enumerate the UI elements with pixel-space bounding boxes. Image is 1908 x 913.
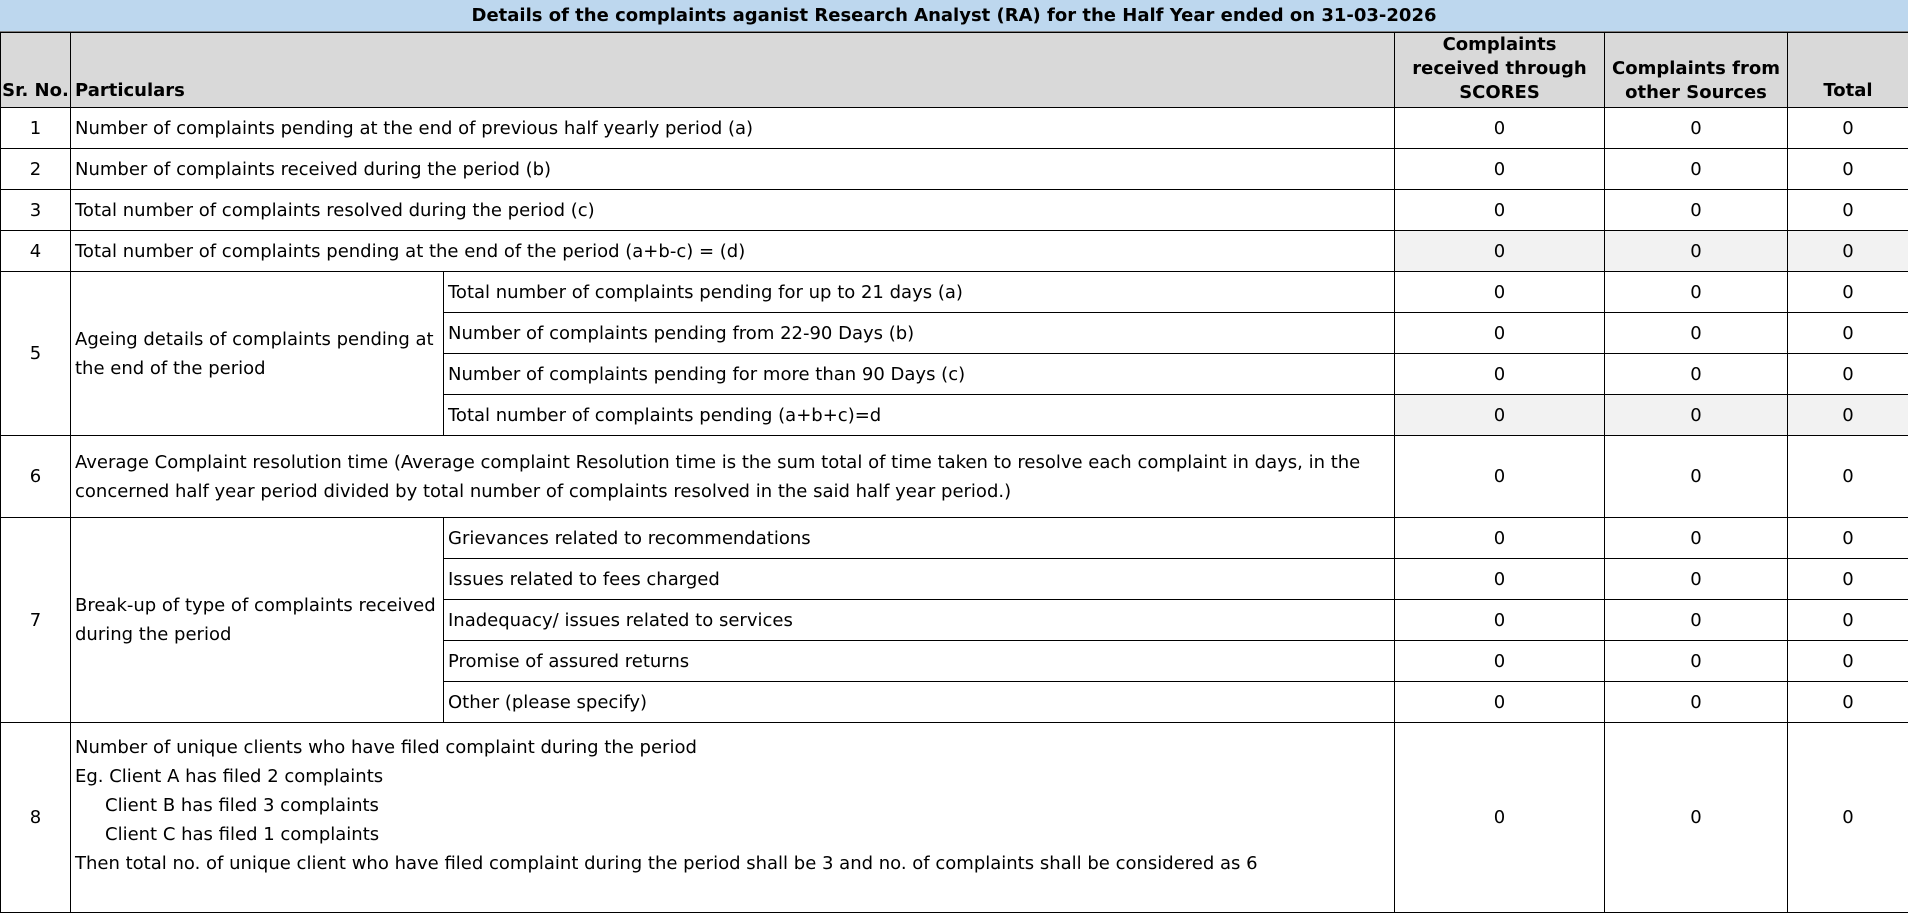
other-sources-cell[interactable]: 0 [1605,723,1788,913]
other-sources-cell[interactable]: 0 [1605,231,1788,272]
unique-clients-line: Client B has filed 3 complaints [75,791,1390,820]
scores-cell[interactable]: 0 [1395,559,1605,600]
total-cell[interactable]: 0 [1788,108,1908,149]
table-row [1,190,1908,231]
particulars-cell[interactable]: Average Complaint resolution time (Average complaint Resolution time is the sum total of time taken to resolve each complaint in days, in the concerned half year period divided by total number of complaints resolved in the said half year period.) [71,436,1395,518]
scores-cell[interactable]: 0 [1395,723,1605,913]
total-cell[interactable]: 0 [1788,313,1908,354]
ageing-label-cell[interactable]: Ageing details of complaints pending at the end of the period [71,272,444,436]
other-sources-cell[interactable]: 0 [1605,313,1788,354]
other-sources-cell[interactable]: 0 [1605,600,1788,641]
unique-clients-line: Then total no. of unique client who have filed complaint during the period shall be 3 and no. of complaints shall be considered as 6 [75,849,1390,878]
scores-cell[interactable]: 0 [1395,600,1605,641]
total-cell[interactable]: 0 [1788,149,1908,190]
total-cell[interactable]: 0 [1788,354,1908,395]
scores-cell[interactable]: 0 [1395,272,1605,313]
other-sources-cell[interactable]: 0 [1605,436,1788,518]
sr-no-cell[interactable]: 3 [1,190,71,231]
scores-cell[interactable]: 0 [1395,518,1605,559]
other-sources-cell[interactable]: 0 [1605,108,1788,149]
scores-cell[interactable]: 0 [1395,231,1605,272]
particulars-cell[interactable]: Number of complaints received during the period (b) [71,149,1395,190]
header-particulars[interactable]: Particulars [71,33,1395,108]
header-sr-no[interactable]: Sr. No. [1,33,71,108]
total-cell[interactable]: 0 [1788,559,1908,600]
total-cell[interactable]: 0 [1788,600,1908,641]
total-cell[interactable]: 0 [1788,272,1908,313]
table-row [1,723,1908,913]
table-row [1,436,1908,518]
scores-cell[interactable]: 0 [1395,436,1605,518]
scores-cell[interactable]: 0 [1395,641,1605,682]
other-sources-cell[interactable]: 0 [1605,272,1788,313]
other-sources-cell[interactable]: 0 [1605,149,1788,190]
total-cell[interactable]: 0 [1788,190,1908,231]
table-row [1,518,1908,559]
header-other-sources[interactable]: Complaints from other Sources [1605,33,1788,108]
scores-cell[interactable]: 0 [1395,395,1605,436]
total-cell[interactable]: 0 [1788,436,1908,518]
sub-particulars-cell[interactable]: Number of complaints pending from 22-90 Days (b) [444,313,1395,354]
particulars-cell[interactable]: Total number of complaints pending at the end of the period (a+b-c) = (d) [71,231,1395,272]
sr-no-cell[interactable]: 5 [1,272,71,436]
particulars-cell[interactable]: Total number of complaints resolved during the period (c) [71,190,1395,231]
scores-cell[interactable]: 0 [1395,190,1605,231]
header-row [1,33,1908,108]
table-row [1,108,1908,149]
sheet-title: Details of the complaints aganist Research Analyst (RA) for the Half Year ended on 31-03-2026 [0,0,1908,32]
breakup-label-cell[interactable]: Break-up of type of complaints received during the period [71,518,444,723]
sr-no-cell[interactable]: 7 [1,518,71,723]
unique-clients-cell[interactable] [71,723,1395,913]
other-sources-cell[interactable]: 0 [1605,641,1788,682]
scores-cell[interactable]: 0 [1395,682,1605,723]
sr-no-cell[interactable]: 6 [1,436,71,518]
sr-no-cell[interactable]: 1 [1,108,71,149]
total-cell[interactable]: 0 [1788,518,1908,559]
scores-cell[interactable]: 0 [1395,149,1605,190]
total-cell[interactable]: 0 [1788,395,1908,436]
table-row [1,149,1908,190]
total-cell[interactable]: 0 [1788,641,1908,682]
sr-no-cell[interactable]: 8 [1,723,71,913]
complaints-table [0,32,1908,913]
other-sources-cell[interactable]: 0 [1605,395,1788,436]
sub-particulars-cell[interactable]: Other (please specify) [444,682,1395,723]
sub-particulars-cell[interactable]: Inadequacy/ issues related to services [444,600,1395,641]
sub-particulars-cell[interactable]: Number of complaints pending for more than 90 Days (c) [444,354,1395,395]
header-scores[interactable]: Complaints received through SCORES [1395,33,1605,108]
total-cell[interactable]: 0 [1788,723,1908,913]
sr-no-cell[interactable]: 2 [1,149,71,190]
sub-particulars-cell[interactable]: Promise of assured returns [444,641,1395,682]
sub-particulars-cell[interactable]: Total number of complaints pending (a+b+c)=d [444,395,1395,436]
sub-particulars-cell[interactable]: Grievances related to recommendations [444,518,1395,559]
other-sources-cell[interactable]: 0 [1605,682,1788,723]
table-row [1,231,1908,272]
sr-no-cell[interactable]: 4 [1,231,71,272]
scores-cell[interactable]: 0 [1395,354,1605,395]
other-sources-cell[interactable]: 0 [1605,354,1788,395]
scores-cell[interactable]: 0 [1395,313,1605,354]
table-row [1,272,1908,313]
other-sources-cell[interactable]: 0 [1605,518,1788,559]
sub-particulars-cell[interactable]: Total number of complaints pending for up to 21 days (a) [444,272,1395,313]
sub-particulars-cell[interactable]: Issues related to fees charged [444,559,1395,600]
particulars-cell[interactable]: Number of complaints pending at the end of previous half yearly period (a) [71,108,1395,149]
unique-clients-line: Eg. Client A has filed 2 complaints [75,762,1390,791]
other-sources-cell[interactable]: 0 [1605,190,1788,231]
total-cell[interactable]: 0 [1788,231,1908,272]
total-cell[interactable]: 0 [1788,682,1908,723]
unique-clients-line: Number of unique clients who have filed complaint during the period [75,733,1390,762]
scores-cell[interactable]: 0 [1395,108,1605,149]
unique-clients-line: Client C has filed 1 complaints [75,820,1390,849]
header-total[interactable]: Total [1788,33,1908,108]
other-sources-cell[interactable]: 0 [1605,559,1788,600]
